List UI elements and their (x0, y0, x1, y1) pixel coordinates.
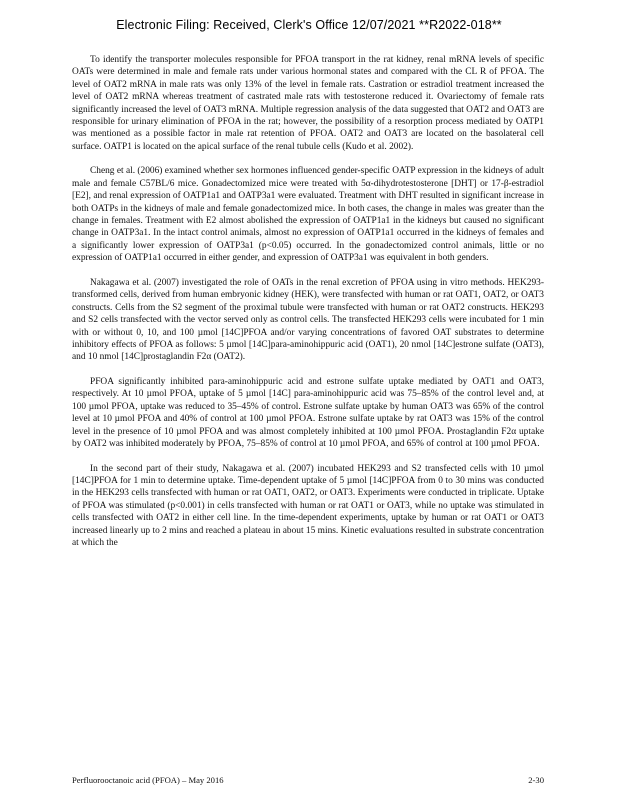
filing-stamp-header: Electronic Filing: Received, Clerk's Office 12/07/2021 **R2022-018** (116, 18, 502, 32)
paragraph-nakagawa-2007-uptake: In the second part of their study, Nakagawa et al. (2007) incubated HEK293 and S2 transfected cells with 10 µmol [14C]PFOA for 1 min to determine uptake. Time-dependent uptake of 5 µmol [14C]PFOA from 0 to 30 mins was conducted in the HEK293 cells transfected with human or rat OAT1, OAT2, or OAT3. Experiments were conducted in triplicate. Uptake of PFOA was stimulated (p<0.001) in cells transfected with human or rat OAT1 or OAT3, while no uptake was stimulated in cells transfected with OAT2 in either cell line. In the time-dependent experiments, uptake by human or rat OAT1 or OAT3 increased linearly up to 2 mins and reached a plateau in about 15 mins. Kinetic evaluations resulted in substrate concentration at which the (72, 463, 544, 548)
paragraph-pfoa-inhibition-results: PFOA significantly inhibited para-aminohippuric acid and estrone sulfate uptake mediated by OAT1 and OAT3, respectively. At 10 µmol PFOA, uptake of 5 µmol [14C] para-aminohippuric acid was 75–85% of the control level and, at 100 µmol PFOA, uptake was reduced to 35–45% of control. Estrone sulfate uptake by human OAT3 was 65% of the control level at 10 µmol PFOA and 40% of control at 100 µmol PFOA. Estrone sulfate uptake by rat OAT3 was 15% of the control level in the presence of 10 µmol PFOA and was almost completely inhibited at 100 µmol PFOA. Prostaglandin F2α uptake by OAT2 was inhibited moderately by PFOA, 75–85% of control at 10 µmol PFOA, and 65% of control at 100 µmol PFOA. (72, 376, 544, 449)
document-body (72, 54, 544, 562)
footer-page-number: 2-30 (528, 775, 544, 785)
paragraph-nakagawa-2007-methods: Nakagawa et al. (2007) investigated the role of OATs in the renal excretion of PFOA using in vitro methods. HEK293-transformed cells, derived from human embryonic kidney (HEK), were transfected with human or rat OAT1, OAT2, or OAT3 constructs. Cells from the S2 segment of the proximal tubule were transfected with human or rat OAT2 constructs. HEK293 and S2 cells transfected with the vector served only as control cells. The transfected HEK293 cells were incubated for 1 min with or without 0, 10, and 100 µmol [14C]PFOA and/or varying concentrations of favored OAT substrates to determine inhibitory effects of PFOA as follows: 5 µmol [14C]para-aminohippuric acid (OAT1), 20 nmol [14C]estrone sulfate (OAT3), and 10 nmol [14C]prostaglandin F2α (OAT2). (72, 277, 544, 363)
paragraph-oat-mrna-levels: To identify the transporter molecules responsible for PFOA transport in the rat kidney, renal mRNA levels of specific OATs were determined in male and female rats under various hormonal states and compared with the CL R of PFOA. The level of OAT2 mRNA in male rats was only 13% of the level in female rats. Castration or estradiol treatment increased the level of OAT2 mRNA whereas treatment of castrated male rats with testosterone reduced it. Ovariectomy of female rats significantly increased the level of OAT3 mRNA. Multiple regression analysis of the data suggested that OAT2 and OAT3 are responsible for urinary elimination of PFOA in the rat; however, the possibility of a resorption process mediated by OATP1 was mentioned as a possible factor in male rat retention of PFOA. OAT2 and OAT3 are located on the basolateral cell surface. OATP1 is located on the apical surface of the renal tubule cells (Kudo et al. 2002). (72, 55, 545, 152)
paragraph-cheng-2006: Cheng et al. (2006) examined whether sex hormones influenced gender-specific OATP expression in the kidneys of adult male and female C57BL/6 mice. Gonadectomized mice were treated with 5α-dihydrotestosterone [DHT] or 17-β-estradiol [E2], and renal expression of OATP1a1 and OATP3a1 were evaluated. Treatment with DHT resulted in significant increase in both OATPs in the kidneys of male and female gonadectomized mice. In both cases, the change in males was greater than the change in females. Treatment with E2 almost abolished the expression of OATP1a1 in the kidneys but caused no significant change in OATP3a1. In the intact control animals, almost no expression of OATP1a1 occurred in the kidneys of females and a significantly lower expression of OATP3a1 (p<0.05) occurred. In the gonadectomized control animals, little or no expression of OATP1a1 occurred in either gender, and expression of OATP3a1 was equivalent in both genders. (72, 166, 544, 264)
footer-document-title: Perfluorooctanoic acid (PFOA) – May 2016 (72, 775, 224, 785)
